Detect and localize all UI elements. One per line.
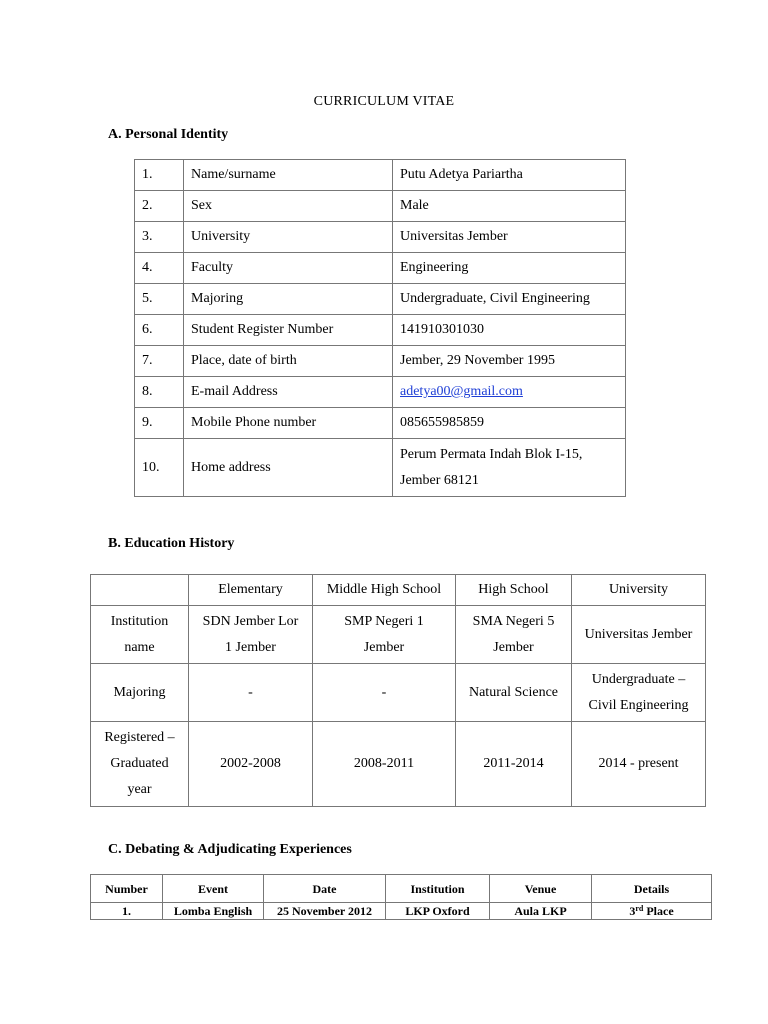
table-row <box>135 377 626 408</box>
column-header: High School <box>456 575 572 606</box>
row-number: 8. <box>135 377 184 408</box>
debating-experience-table <box>90 874 712 920</box>
row-value: Undergraduate, Civil Engineering <box>393 284 626 315</box>
table-cell: 1. <box>91 903 163 920</box>
row-label: Home address <box>184 439 393 497</box>
table-cell <box>572 722 706 807</box>
cell-line: Institution <box>110 613 169 629</box>
cell-line: SMA Negeri 5 <box>472 613 555 629</box>
row-label <box>91 606 189 664</box>
table-cell <box>572 664 706 722</box>
cell-line: Majoring <box>113 684 166 700</box>
cell-line: Natural Science <box>468 684 558 700</box>
cell-line: Undergraduate – <box>591 671 686 687</box>
row-value: Jember, 29 November 1995 <box>393 346 626 377</box>
cell-line: SMP Negeri 1 <box>344 613 424 629</box>
table-cell <box>572 606 706 664</box>
table-row <box>135 315 626 346</box>
row-label: E-mail Address <box>184 377 393 408</box>
row-value: Male <box>393 191 626 222</box>
column-header: Date <box>264 875 386 903</box>
document-title: CURRICULUM VITAE <box>313 94 455 109</box>
table-cell <box>313 664 456 722</box>
table-cell: 25 November 2012 <box>264 903 386 920</box>
table-row <box>91 606 706 664</box>
table-cell <box>592 903 712 920</box>
column-header: Event <box>163 875 264 903</box>
section-heading-personal-identity: A. Personal Identity <box>108 127 229 142</box>
table-cell <box>189 606 313 664</box>
cell-line: 2014 - present <box>598 756 679 771</box>
table-header-row <box>91 875 712 903</box>
email-link[interactable]: adetya00@gmail.com <box>400 384 523 399</box>
address-line: Jember 68121 <box>400 472 479 488</box>
cell-line: 1 Jember <box>225 639 276 655</box>
table-row <box>135 160 626 191</box>
row-label <box>91 722 189 807</box>
row-value <box>393 439 626 497</box>
cell-line: year <box>127 782 152 797</box>
cell-line: Jember <box>363 639 405 655</box>
cell-line: Registered – <box>104 730 175 745</box>
cell-line: 2011-2014 <box>483 756 544 771</box>
column-header: Middle High School <box>313 575 456 606</box>
cell-line: - <box>381 684 387 700</box>
table-cell <box>456 664 572 722</box>
details-number: 3 <box>629 904 636 918</box>
table-cell: Aula LKP <box>490 903 592 920</box>
row-number: 6. <box>135 315 184 346</box>
table-cell <box>313 722 456 807</box>
table-header-row <box>91 575 706 606</box>
row-label: Mobile Phone number <box>184 408 393 439</box>
row-label: Name/surname <box>184 160 393 191</box>
table-row <box>135 346 626 377</box>
row-number: 2. <box>135 191 184 222</box>
row-number: 9. <box>135 408 184 439</box>
table-row <box>135 284 626 315</box>
row-number: 7. <box>135 346 184 377</box>
details-ordinal: rd <box>635 904 644 913</box>
cell-line: SDN Jember Lor <box>202 613 299 629</box>
table-cell <box>456 606 572 664</box>
cell-line: Graduated <box>110 756 169 771</box>
row-value: Universitas Jember <box>393 222 626 253</box>
table-cell: LKP Oxford <box>386 903 490 920</box>
cell-line: Universitas Jember <box>584 626 693 642</box>
cell-line: - <box>248 684 253 700</box>
row-value: 085655985859 <box>393 408 626 439</box>
table-row <box>135 253 626 284</box>
row-label: Sex <box>184 191 393 222</box>
table-cell <box>456 722 572 807</box>
table-cell: Lomba English <box>163 903 264 920</box>
table-row <box>91 664 706 722</box>
row-number: 3. <box>135 222 184 253</box>
row-label <box>91 664 189 722</box>
table-row <box>135 439 626 497</box>
table-row <box>91 903 712 920</box>
cell-line: Jember <box>493 639 534 655</box>
row-label: Majoring <box>184 284 393 315</box>
personal-identity-table <box>134 159 626 497</box>
column-header: Number <box>91 875 163 903</box>
column-header: Elementary <box>189 575 313 606</box>
cell-line: Civil Engineering <box>588 697 689 713</box>
row-number: 4. <box>135 253 184 284</box>
row-label: University <box>184 222 393 253</box>
row-number: 5. <box>135 284 184 315</box>
table-cell <box>313 606 456 664</box>
cell-line: 2002-2008 <box>220 756 281 771</box>
table-row <box>135 222 626 253</box>
column-header: University <box>572 575 706 606</box>
cell-line: name <box>124 639 155 655</box>
cell-line: 2008-2011 <box>353 756 415 771</box>
table-row <box>91 722 706 807</box>
table-row <box>135 191 626 222</box>
row-number: 10. <box>135 439 184 497</box>
row-value: Putu Adetya Pariartha <box>393 160 626 191</box>
row-number: 1. <box>135 160 184 191</box>
column-header: Institution <box>386 875 490 903</box>
details-text: Place <box>643 904 674 918</box>
table-cell <box>189 664 313 722</box>
education-history-table <box>90 574 706 807</box>
column-header <box>91 575 189 606</box>
table-row <box>135 408 626 439</box>
row-label: Place, date of birth <box>184 346 393 377</box>
column-header: Venue <box>490 875 592 903</box>
row-value: Engineering <box>393 253 626 284</box>
column-header: Details <box>592 875 712 903</box>
address-line: Perum Permata Indah Blok I-15, <box>400 446 583 462</box>
row-label: Student Register Number <box>184 315 393 346</box>
row-value <box>393 377 626 408</box>
section-heading-education-history: B. Education History <box>108 536 235 551</box>
row-label: Faculty <box>184 253 393 284</box>
section-heading-debating: C. Debating & Adjudicating Experiences <box>108 842 352 857</box>
table-cell <box>189 722 313 807</box>
row-value: 141910301030 <box>393 315 626 346</box>
